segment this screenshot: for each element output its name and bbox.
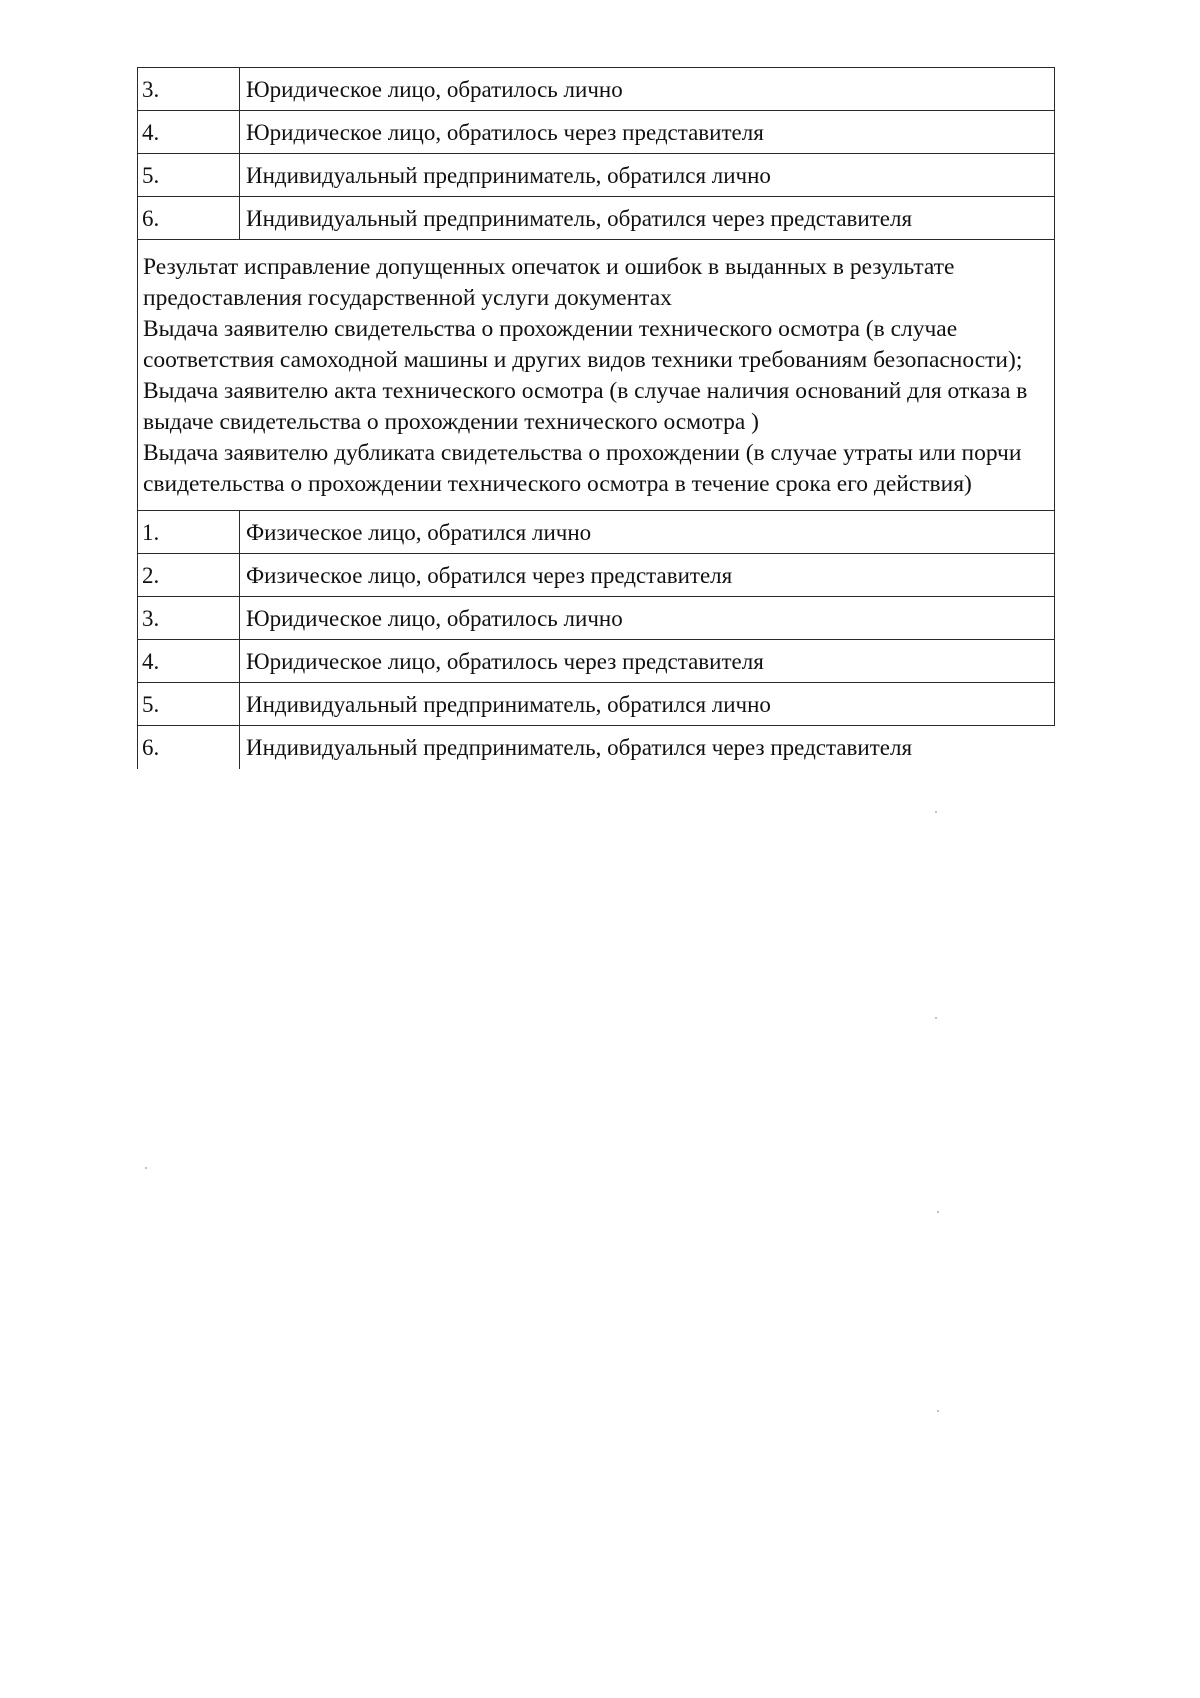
scan-speck [935,811,937,813]
row-number: 2. [138,554,240,597]
row-text: Индивидуальный предприниматель, обратился лично [240,683,1055,726]
result-heading: Результат исправление допущенных опечаток и ошибок в выданных в результате предоставления государственной услуги документах [143,254,955,311]
table-row [138,511,1055,554]
row-text: Индивидуальный предприниматель, обратился через представителя [240,197,1055,240]
row-number: 3. [138,597,240,640]
table-row [138,197,1055,240]
table-row [138,154,1055,197]
table-row [138,683,1055,726]
row-number: 5. [138,154,240,197]
row-text: Юридическое лицо, обратилось лично [240,68,1055,111]
scan-speck [935,1017,937,1019]
table-row [138,597,1055,640]
result-item: Выдача заявителю свидетельства о прохождении технического осмотра (в случае соответствия самоходной машины и других видов техники требованиям безопасности); [143,316,1023,373]
table-row [138,68,1055,111]
row-number: 6. [138,726,240,769]
table-row [138,640,1055,683]
row-number: 6. [138,197,240,240]
scan-speck [937,1410,939,1412]
table-row [138,726,1055,769]
result-item: Выдача заявителю дубликата свидетельства о прохождении (в случае утраты или порчи свидетельства о прохождении технического осмотра в течение срока его действия) [143,440,1022,497]
table-row [138,554,1055,597]
row-text: Юридическое лицо, обратилось лично [240,597,1055,640]
row-number: 5. [138,683,240,726]
row-text: Юридическое лицо, обратилось через представителя [240,640,1055,683]
result-block [138,240,1055,511]
scan-speck [145,1167,147,1169]
row-text: Физическое лицо, обратился лично [240,511,1055,554]
row-text: Индивидуальный предприниматель, обратился через представителя [240,726,1055,769]
row-text: Юридическое лицо, обратилось через представителя [240,111,1055,154]
row-number: 4. [138,640,240,683]
scan-speck [937,1211,939,1213]
table-row [138,111,1055,154]
row-text: Физическое лицо, обратился через представителя [240,554,1055,597]
row-number: 4. [138,111,240,154]
services-table [137,67,1055,769]
result-row [138,240,1055,511]
row-number: 1. [138,511,240,554]
row-number: 3. [138,68,240,111]
result-item: Выдача заявителю акта технического осмотра (в случае наличия оснований для отказа в выдаче свидетельства о прохождении технического осмотра ) [143,378,1028,435]
row-text: Индивидуальный предприниматель, обратился лично [240,154,1055,197]
